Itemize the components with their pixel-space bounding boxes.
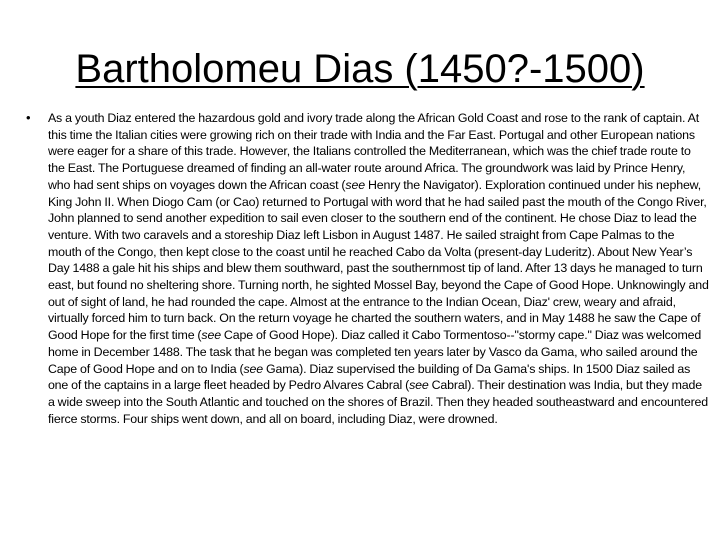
bullet-marker: • bbox=[26, 110, 31, 125]
paragraph-run: Cabral). Their destination was India, but they made a wide sweep into the South Atlantic and touched on the shores of Brazil. Then they headed southeastward and encountered fierce storms. Four ships went down, and all on board, including Diaz, were drowned. bbox=[47, 378, 709, 426]
paragraph-run-italic: see bbox=[243, 361, 264, 376]
paragraph-run-italic: see bbox=[345, 177, 365, 192]
slide-title: Bartholomeu Dias (1450?-1500) bbox=[75, 47, 645, 91]
paragraph-run-italic: see bbox=[409, 378, 429, 393]
bullet-paragraph bbox=[48, 110, 710, 427]
paragraph-run: As a youth Diaz entered the hazardous gold and ivory trade along the African Gold Coast and rose to the rank of captain. At this time the Italian cities were growing rich on their trade with India and the Far East. Portugal and other European nations were eager for a share of this trade. However, the Italians controlled the Mediterranean, which was the chief trade route to the East. The Portuguese dreamed of finding an all-water route around Africa. The groundwork was laid by Prince Henry, who had sent ships on voyages down the African coast ( bbox=[47, 111, 699, 192]
bullet-list bbox=[20, 110, 710, 427]
paragraph-run: Gama). Diaz supervised the building of Da Gama's ships. In 1500 Diaz sailed as one of the captains in a large fleet headed by Pedro Alvares Cabral ( bbox=[47, 361, 691, 393]
paragraph-run: Henry the Navigator). Exploration continued under his nephew, King John II. When Diogo Cam (or Cao) returned to Portugal with word that he had sailed past the mouth of the Congo River, John planned to send another expedition to sail even closer to the southern end of the continent. He chose Diaz to lead the venture. With two caravels and a storeship Diaz left Lisbon in August 1487. He sailed straight from Cape Palmas to the mouth of the Congo, then kept close to the coast until he reached Cabo da Volta (present-day Luderitz). About New Year’s Day 1488 a gale hit his ships and blew them southward, past the southernmost tip of land. After 13 days he managed to turn east, but found no sheltering shore. Turning north, he sighted Mossel Bay, beyond the Cape of Good Hope. Unknowingly and out of sight of land, he had rounded the cape. Almost at the entrance to the Indian Ocean, Diaz' crew, weary and afraid, virtually forced him to turn back. On the return voyage he charted the southern waters, and in May 1488 he saw the Cape of Good Hope for the first time ( bbox=[47, 177, 709, 343]
paragraph-run-italic: see bbox=[201, 328, 221, 343]
paragraph-run: Cape of Good Hope). Diaz called it Cabo Tormentoso--"stormy cape." Diaz was welcomed home in December 1488. The task that he began was completed ten years later by Vasco da Gama, who sailed around the Cape of Good Hope and on to India ( bbox=[47, 328, 702, 376]
